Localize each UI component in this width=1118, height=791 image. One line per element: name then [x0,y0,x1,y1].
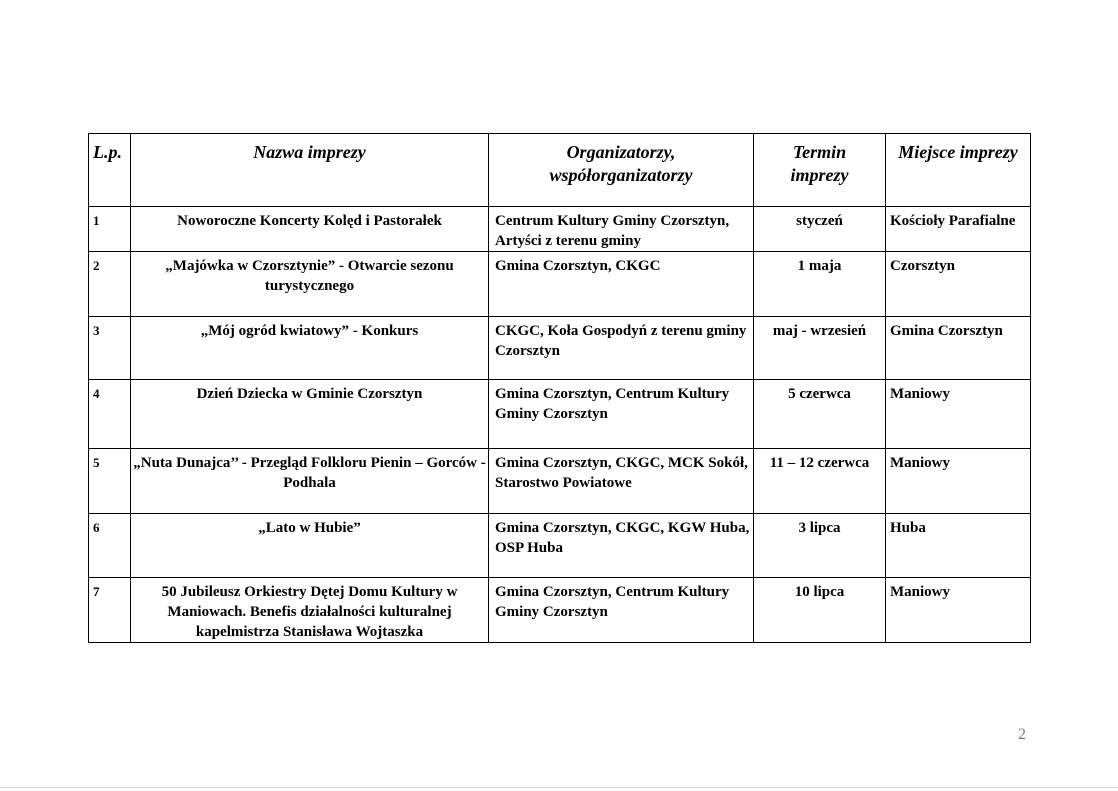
header-term [754,134,886,207]
cell-name: „Mój ogród kwiatowy” - Konkurs [131,317,489,380]
header-place: Miejsce imprezy [886,134,1031,207]
cell-organizers: Centrum Kultury Gminy Czorsztyn, Artyści z terenu gminy [489,207,754,252]
header-name: Nazwa imprezy [131,134,489,207]
cell-name: „Nuta Dunajca’’ - Przegląd Folkloru Pienin – Gorców - Podhala [131,449,489,514]
cell-lp: 4 [89,380,131,449]
cell-name: „Lato w Hubie” [131,514,489,578]
table-row [89,449,1031,514]
header-term-line1: Termin [792,142,847,162]
table-row [89,380,1031,449]
cell-place: Maniowy [886,380,1031,449]
cell-name: „Majówka w Czorsztynie” - Otwarcie sezonu turystycznego [131,252,489,317]
cell-term: styczeń [754,207,886,252]
cell-name: 50 Jubileusz Orkiestry Dętej Domu Kultury w Maniowach. Benefis działalności kulturalnej kapelmistrza Stanisława Wojtaszka [131,578,489,643]
cell-organizers: Gmina Czorsztyn, Centrum Kultury Gminy Czorsztyn [489,380,754,449]
cell-term: 5 czerwca [754,380,886,449]
table-row [89,252,1031,317]
cell-lp: 5 [89,449,131,514]
cell-place: Huba [886,514,1031,578]
cell-term: 3 lipca [754,514,886,578]
header-lp: L.p. [89,134,131,207]
cell-organizers: Gmina Czorsztyn, CKGC, MCK Sokół, Starostwo Powiatowe [489,449,754,514]
cell-place: Maniowy [886,449,1031,514]
table-row [89,207,1031,252]
cell-lp: 2 [89,252,131,317]
header-organizers-line1: Organizatorzy, [566,142,676,162]
cell-lp: 7 [89,578,131,643]
header-organizers [489,134,754,207]
cell-organizers: Gmina Czorsztyn, CKGC, KGW Huba, OSP Huba [489,514,754,578]
cell-organizers: Gmina Czorsztyn, CKGC [489,252,754,317]
cell-place: Czorsztyn [886,252,1031,317]
page-bottom-divider [0,787,1118,788]
header-term-line2: imprezy [790,165,849,185]
cell-term: maj - wrzesień [754,317,886,380]
cell-term: 1 maja [754,252,886,317]
table-row [89,514,1031,578]
table-row [89,578,1031,643]
cell-term: 10 lipca [754,578,886,643]
cell-name: Noworoczne Koncerty Kolęd i Pastorałek [131,207,489,252]
cell-term: 11 – 12 czerwca [754,449,886,514]
page-number: 2 [1018,726,1026,743]
cell-organizers: CKGC, Koła Gospodyń z terenu gminy Czorsztyn [489,317,754,380]
cell-name: Dzień Dziecka w Gminie Czorsztyn [131,380,489,449]
cell-place: Kościoły Parafialne [886,207,1031,252]
cell-lp: 6 [89,514,131,578]
cell-lp: 1 [89,207,131,252]
cell-place: Maniowy [886,578,1031,643]
table-row [89,317,1031,380]
cell-place: Gmina Czorsztyn [886,317,1031,380]
header-organizers-line2: współorganizatorzy [549,165,693,185]
cell-lp: 3 [89,317,131,380]
table-header-row [89,134,1031,207]
cell-organizers: Gmina Czorsztyn, Centrum Kultury Gminy Czorsztyn [489,578,754,643]
events-table [88,133,1031,643]
